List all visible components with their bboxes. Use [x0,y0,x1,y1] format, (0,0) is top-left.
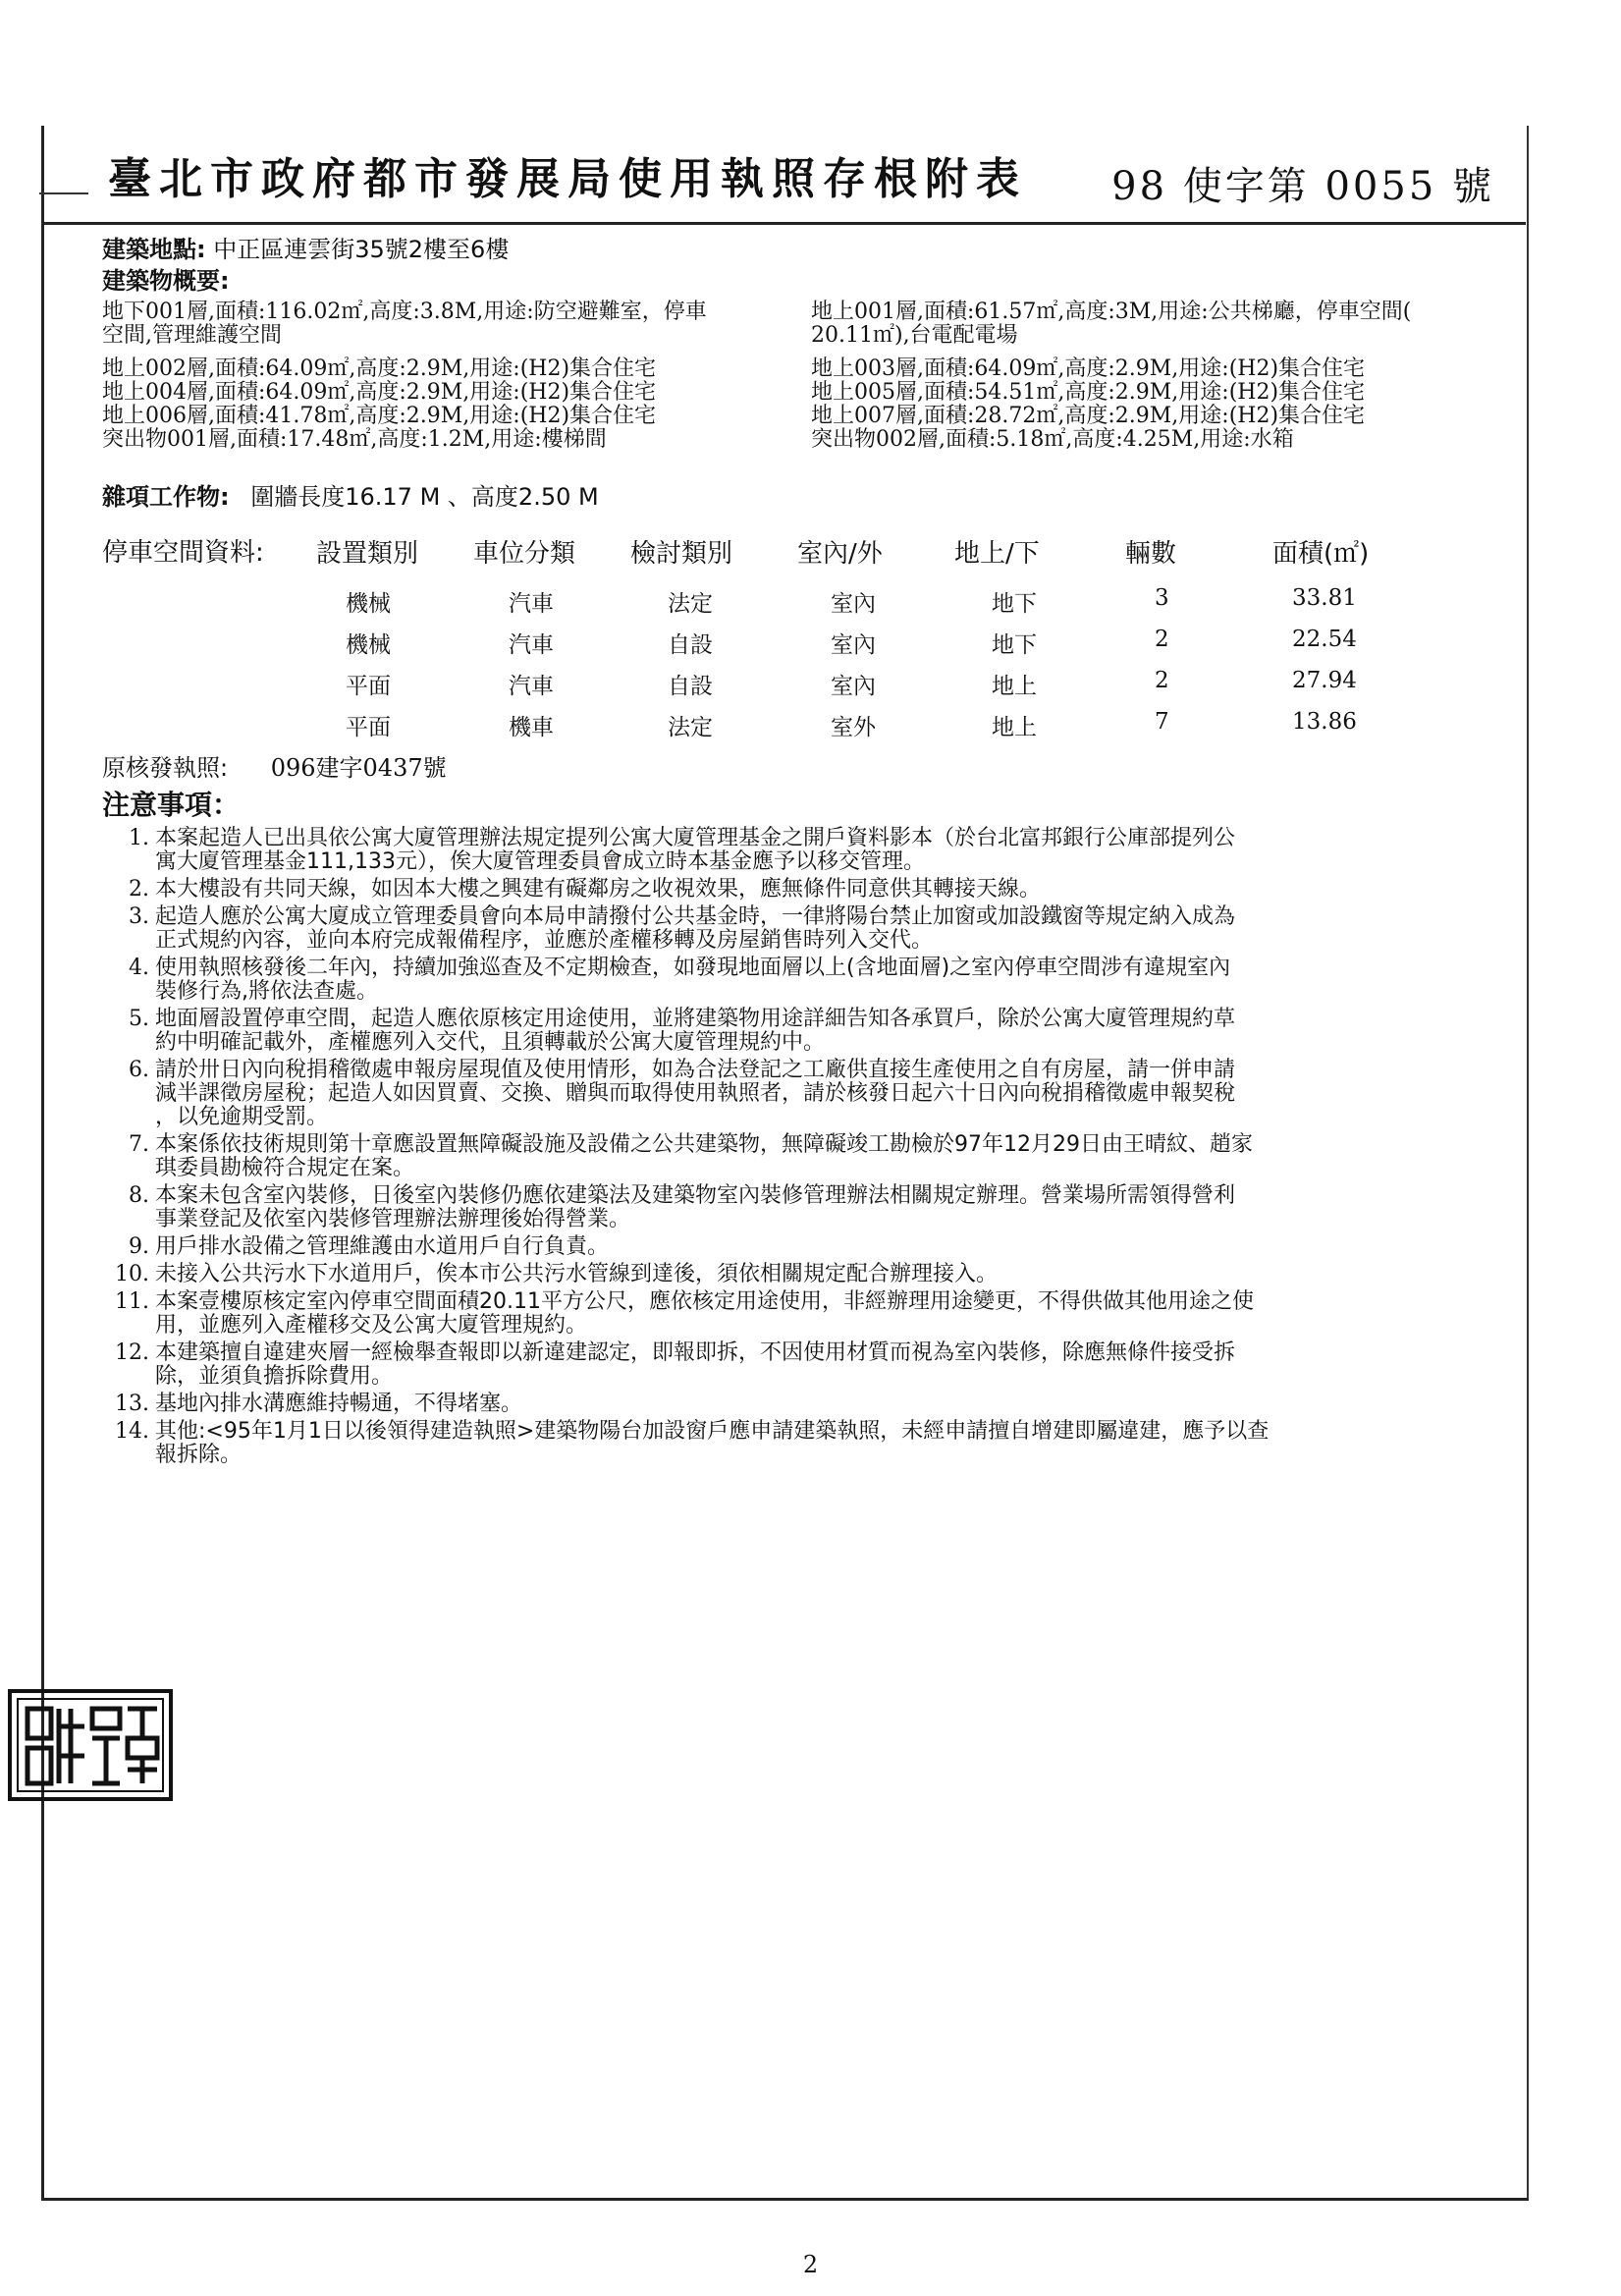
note-number: 11. [115,1289,149,1314]
parking-cell: 地上 [992,715,1037,740]
title-row [41,136,1526,224]
parking-header: 面積(㎡) [1272,539,1370,569]
overview-line: 地上007層,面積:28.72㎡,高度:2.9M,用途:(H2)集合住宅 [811,404,1366,428]
parking-cell: 平面 [346,715,391,740]
note-item [110,957,1514,1004]
title-rule [41,222,1526,225]
parking-cell: 機械 [346,591,391,617]
original-permit [102,748,447,783]
note-text: 本建築擅自違建夾層一經檢舉查報即以新違建認定，即報即拆，不因使用材質而視為室內裝修，除應無條件接受拆 [155,1340,1236,1365]
note-text: 使用執照核發後二年內，持續加強巡查及不定期檢查，如發現地面層以上(含地面層)之室內停車空間涉有違規室內 [155,956,1231,980]
note-text: 用，並應列入產權移交及公寓大廈管理規約。 [155,1313,588,1338]
note-number: 13. [115,1392,149,1416]
parking-cell: 自設 [668,632,713,658]
note-text: 除，並須負擔拆除費用。 [155,1364,394,1389]
note-text: 請於卅日內向稅捐稽徵處申報房屋現值及使用情形，如為合法登記之工廠供直接生產使用之自有房屋，請一併申請 [155,1058,1236,1082]
notes-list [110,827,1514,1471]
original-permit-value: 096建字0437號 [270,754,447,782]
note-text: 事業登記及依室內裝修管理辦法辦理後始得營業。 [155,1207,631,1231]
parking-cell: 3 [1155,585,1169,611]
parking-cell: 機車 [509,715,554,740]
parking-header: 車位分類 [473,539,576,569]
note-number: 6. [129,1058,149,1082]
site-address [102,230,509,264]
overview-line: 突出物001層,面積:17.48㎡,高度:1.2M,用途:樓梯間 [102,427,607,452]
note-number: 3. [129,904,149,929]
misc-structures [102,477,599,512]
parking-cell: 33.81 [1292,585,1357,611]
note-text: 未接入公共污水下水道用戶，俟本市公共污水管線到達後，須依相關規定配合辦理接入。 [155,1262,999,1286]
overview-line: 地上003層,面積:64.09㎡,高度:2.9M,用途:(H2)集合住宅 [811,356,1366,381]
overview-right-column [811,301,1518,452]
parking-header: 設置類別 [316,539,419,569]
overview-line: 空間,管理維護空間 [102,323,282,348]
parking-cell: 2 [1155,668,1169,693]
note-number: 7. [129,1132,149,1157]
note-text: 本案壹樓原核定室內停車空間面積20.11平方公尺，應依核定用途使用，非經辦理用途變更，不得供做其他用途之使 [155,1289,1254,1314]
note-text: 正式規約內容，並向本府完成報備程序，並應於產權移轉及房屋銷售時列入交代。 [155,928,934,953]
official-seal [8,1687,175,1803]
note-number: 8. [129,1183,149,1208]
note-item [110,1059,1514,1129]
misc-label: 雜項工作物: [102,483,230,511]
overview-line: 地上005層,面積:54.51㎡,高度:2.9M,用途:(H2)集合住宅 [811,380,1366,405]
note-text: 約中明確記載外，產權應列入交代，且須轉載於公寓大廈管理規約中。 [155,1030,826,1055]
parking-cell: 自設 [668,674,713,699]
note-text: 本案起造人已出具依公寓大廈管理辦法規定提列公寓大廈管理基金之開戶資料影本（於台北富邦銀行公庫部提列公 [155,826,1236,850]
parking-cell: 室內 [831,591,876,617]
note-text: 減半課徵房屋稅；起造人如因買賣、交換、贈與而取得使用執照者，請於核發日起六十日內向稅捐稽徵處申報契稅 [155,1081,1236,1106]
parking-label: 停車空間資料: [102,538,264,568]
parking-header: 室內/外 [797,539,883,569]
note-item [110,1393,1514,1416]
note-text: 裝修行為,將依法查處。 [155,979,378,1004]
parking-cell: 2 [1155,627,1169,652]
note-text: ，以免逾期受罰。 [155,1105,329,1129]
note-number: 5. [129,1007,149,1031]
note-number: 14. [115,1419,149,1444]
overview-left-column [102,301,809,452]
note-text: 琪委員勘檢符合規定在案。 [155,1156,415,1180]
parking-cell: 13.86 [1292,709,1357,735]
note-text: 基地內排水溝應維持暢通，不得堵塞。 [155,1392,523,1416]
note-item [110,827,1514,874]
overview-line: 地上004層,面積:64.09㎡,高度:2.9M,用途:(H2)集合住宅 [102,380,657,405]
note-text: 本案係依技術規則第十章應設置無障礙設施及設備之公共建築物，無障礙竣工勘檢於97年12月29日由王晴紋、趙家 [155,1132,1253,1157]
note-number: 2. [129,877,149,902]
parking-cell: 汽車 [509,674,554,699]
overview-line: 地上001層,面積:61.57㎡,高度:3M,用途:公共梯廳，停車空間( [811,300,1412,324]
parking-cell: 機械 [346,632,391,658]
note-item [110,1133,1514,1180]
note-number: 1. [129,826,149,850]
note-text: 本大樓設有共同天線，如因本大樓之興建有礙鄰房之收視效果，應無條件同意供其轉接天線。 [155,877,1042,902]
note-text: 用戶排水設備之管理維護由水道用戶自行負責。 [155,1234,610,1259]
note-number: 12. [115,1340,149,1365]
note-text: 寓大廈管理基金111,133元），俟大廈管理委員會成立時本基金應予以移交管理。 [155,849,925,874]
note-item [110,1184,1514,1231]
parking-cell: 27.94 [1292,668,1357,693]
note-item [110,1263,1514,1286]
note-number: 9. [129,1234,149,1259]
overview-line: 突出物002層,面積:5.18㎡,高度:4.25M,用途:水箱 [811,427,1294,452]
note-item [110,878,1514,902]
parking-cell: 室內 [831,632,876,658]
overview-line: 地上006層,面積:41.78㎡,高度:2.9M,用途:(H2)集合住宅 [102,404,657,428]
parking-header: 檢討類別 [630,539,733,569]
original-permit-label: 原核發執照: [102,754,229,782]
note-text: 起造人應於公寓大廈成立管理委員會向本局申請撥付公共基金時，一律將陽台禁止加窗或加設鐵窗等規定納入成為 [155,904,1236,929]
parking-header: 地上/下 [954,539,1040,569]
note-item [110,905,1514,953]
parking-cell: 室內 [831,674,876,699]
note-item [110,1290,1514,1338]
parking-cell: 地下 [992,591,1037,617]
site-value: 中正區連雲街35號2樓至6樓 [213,236,510,263]
note-text: 報拆除。 [155,1443,243,1467]
note-text: 地面層設置停車空間，起造人應依原核定用途使用，並將建築物用途詳細告知各承買戶，除於公寓大廈管理規約草 [155,1007,1236,1031]
parking-cell: 7 [1155,709,1169,735]
parking-cell: 地下 [992,632,1037,658]
note-item [110,1235,1514,1259]
notes-heading: 注意事項： [102,789,241,821]
parking-cell: 平面 [346,674,391,699]
note-number: 4. [129,956,149,980]
parking-cell: 汽車 [509,632,554,658]
overview-line: 20.11㎡),台電配電場 [811,323,1018,348]
parking-header: 輛數 [1125,539,1177,569]
page-title: 臺北市政府都市發展局使用執照存根附表 [108,154,1027,204]
site-label: 建築地點: [102,236,206,263]
parking-cell: 汽車 [509,591,554,617]
note-text: 本案未包含室內裝修，日後室內裝修仍應依建築法及建築物室內裝修管理辦法相關規定辦理。營業場所需領得營利 [155,1183,1236,1208]
parking-cell: 法定 [668,591,713,617]
parking-cell: 22.54 [1292,627,1357,652]
overview-line: 地上002層,面積:64.09㎡,高度:2.9M,用途:(H2)集合住宅 [102,356,657,381]
parking-cell: 室外 [831,715,876,740]
parking-cell: 地上 [992,674,1037,699]
note-item [110,1420,1514,1467]
overview-line: 地下001層,面積:116.02㎡,高度:3.8M,用途:防空避難室，停車 [102,300,707,324]
parking-cell: 法定 [668,715,713,740]
note-text: 其他:<95年1月1日以後領得建造執照>建築物陽台加設窗戶應申請建築執照，未經申請擅自增建即屬違建，應予以查 [155,1419,1270,1444]
note-number: 10. [115,1262,149,1286]
page-number: 2 [802,2251,819,2278]
misc-value: 圍牆長度16.17 M 、高度2.50 M [250,483,599,511]
permit-number: 98 使字第 0055 號 [1111,164,1494,209]
overview-label: 建築物概要: [102,267,230,295]
note-item [110,1341,1514,1389]
note-item [110,1008,1514,1055]
